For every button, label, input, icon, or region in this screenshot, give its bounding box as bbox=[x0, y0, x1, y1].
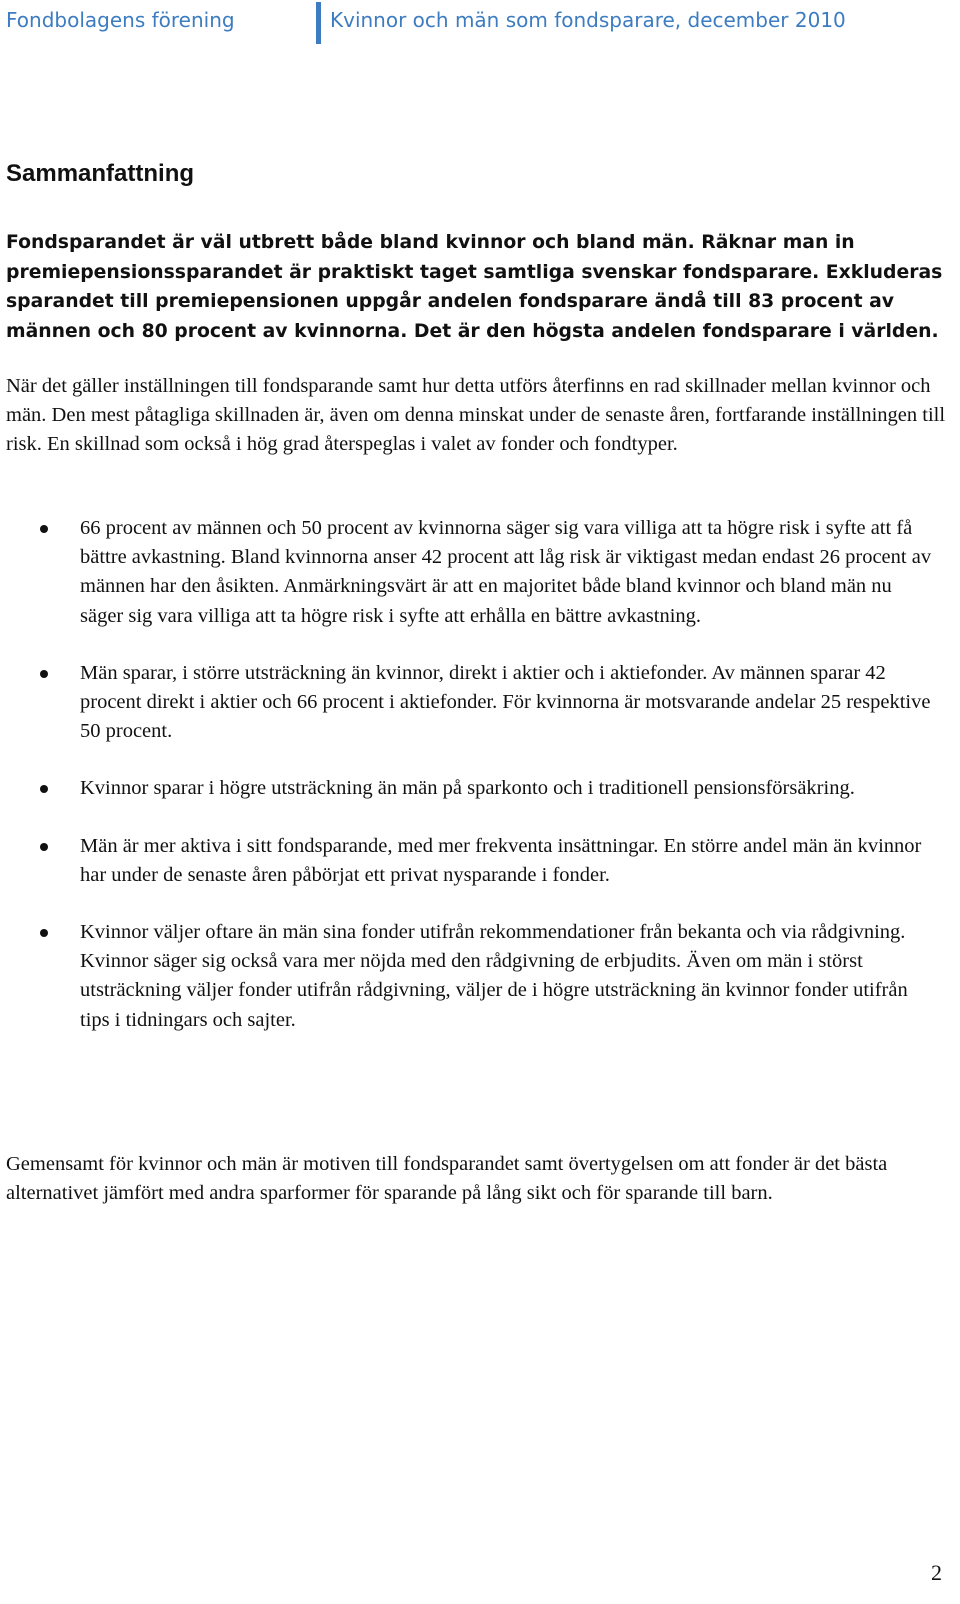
bullet-text: 66 procent av männen och 50 procent av kvinnorna säger sig vara villiga att ta högre risk i syfte att få bättre avkastning. Bland kvinnorna anser 42 procent att låg risk är viktigast medan endast 26 procent av männen har den åsikten. Anmärkningsvärt är att en majoritet både bland kvinnor och bland män nu säger sig vara villiga att ta högre risk i syfte att erhålla en bättre avkastning. bbox=[80, 517, 932, 627]
bullet-icon bbox=[40, 670, 48, 678]
bullet-text: Män är mer aktiva i sitt fondsparande, med mer frekventa insättningar. En större andel män än kvinnor har under de senaste åren påbörjat ett privat nysparande i fonder. bbox=[80, 834, 922, 886]
page-header bbox=[0, 0, 960, 44]
section-heading: Sammanfattning bbox=[6, 160, 195, 187]
bullet-icon bbox=[40, 785, 48, 793]
organization-name: Fondbolagens förening bbox=[6, 8, 235, 32]
page-number: 2 bbox=[931, 1560, 942, 1585]
document-title: Kvinnor och män som fondsparare, december 2010 bbox=[330, 8, 846, 32]
bullet-text: Män sparar, i större utsträckning än kvinnor, direkt i aktier och i aktiefonder. Av männen sparar 42 procent direkt i aktier och 66 procent i aktiefonder. För kvinnorna är motsvarande andelar 25 respektive 50 procent. bbox=[80, 661, 931, 743]
lead-paragraph: Fondsparandet är väl utbrett både bland kvinnor och bland män. Räknar man in premiepensionssparandet är praktiskt taget samtliga svenskar fondsparare. Exkluderas sparandet till premiepensionen uppgår andelen fondsparare ändå till 83 procent av männen och 80 procent av kvinnorna. Det är den högsta andelen fondsparare i världen. bbox=[6, 232, 943, 342]
bullet-text: Kvinnor väljer oftare än män sina fonder utifrån rekommendationer från bekanta och via rådgivning. Kvinnor säger sig också vara mer nöjda med den rådgivning de erbjudits. Även om män i störst utsträckning väljer fonder utifrån rådgivning, väljer de i högre utsträckning än kvinnor fonder utifrån tips i tidningars och sajter. bbox=[80, 921, 908, 1031]
conclusion-paragraph: Gemensamt för kvinnor och män är motiven till fondsparandet samt övertygelsen om att fonder är det bästa alternativet jämfört med andra sparformer för sparande på lång sikt och för sparande till barn. bbox=[6, 1153, 888, 1205]
bullet-icon bbox=[40, 525, 48, 533]
bullet-list bbox=[0, 514, 960, 1063]
bullet-item-risk bbox=[0, 514, 940, 631]
header-divider bbox=[316, 2, 321, 44]
bullet-item-savings-account bbox=[0, 774, 940, 803]
bullet-text: Kvinnor sparar i högre utsträckning än män på sparkonto och i traditionell pensionsförsäkring. bbox=[80, 777, 855, 800]
intro-paragraph: När det gäller inställningen till fondsparande samt hur detta utförs återfinns en rad skillnader mellan kvinnor och män. Den mest påtagliga skillnaden är, även om denna minskat under de senaste åren, fortfarande inställningen till risk. En skillnad som också i hög grad återspeglas i valet av fonder och fondtyper. bbox=[6, 375, 946, 456]
bullet-icon bbox=[40, 929, 48, 937]
bullet-item-advice bbox=[0, 918, 940, 1035]
bullet-item-activity bbox=[0, 832, 940, 890]
bullet-item-stocks bbox=[0, 659, 940, 747]
bullet-icon bbox=[40, 843, 48, 851]
